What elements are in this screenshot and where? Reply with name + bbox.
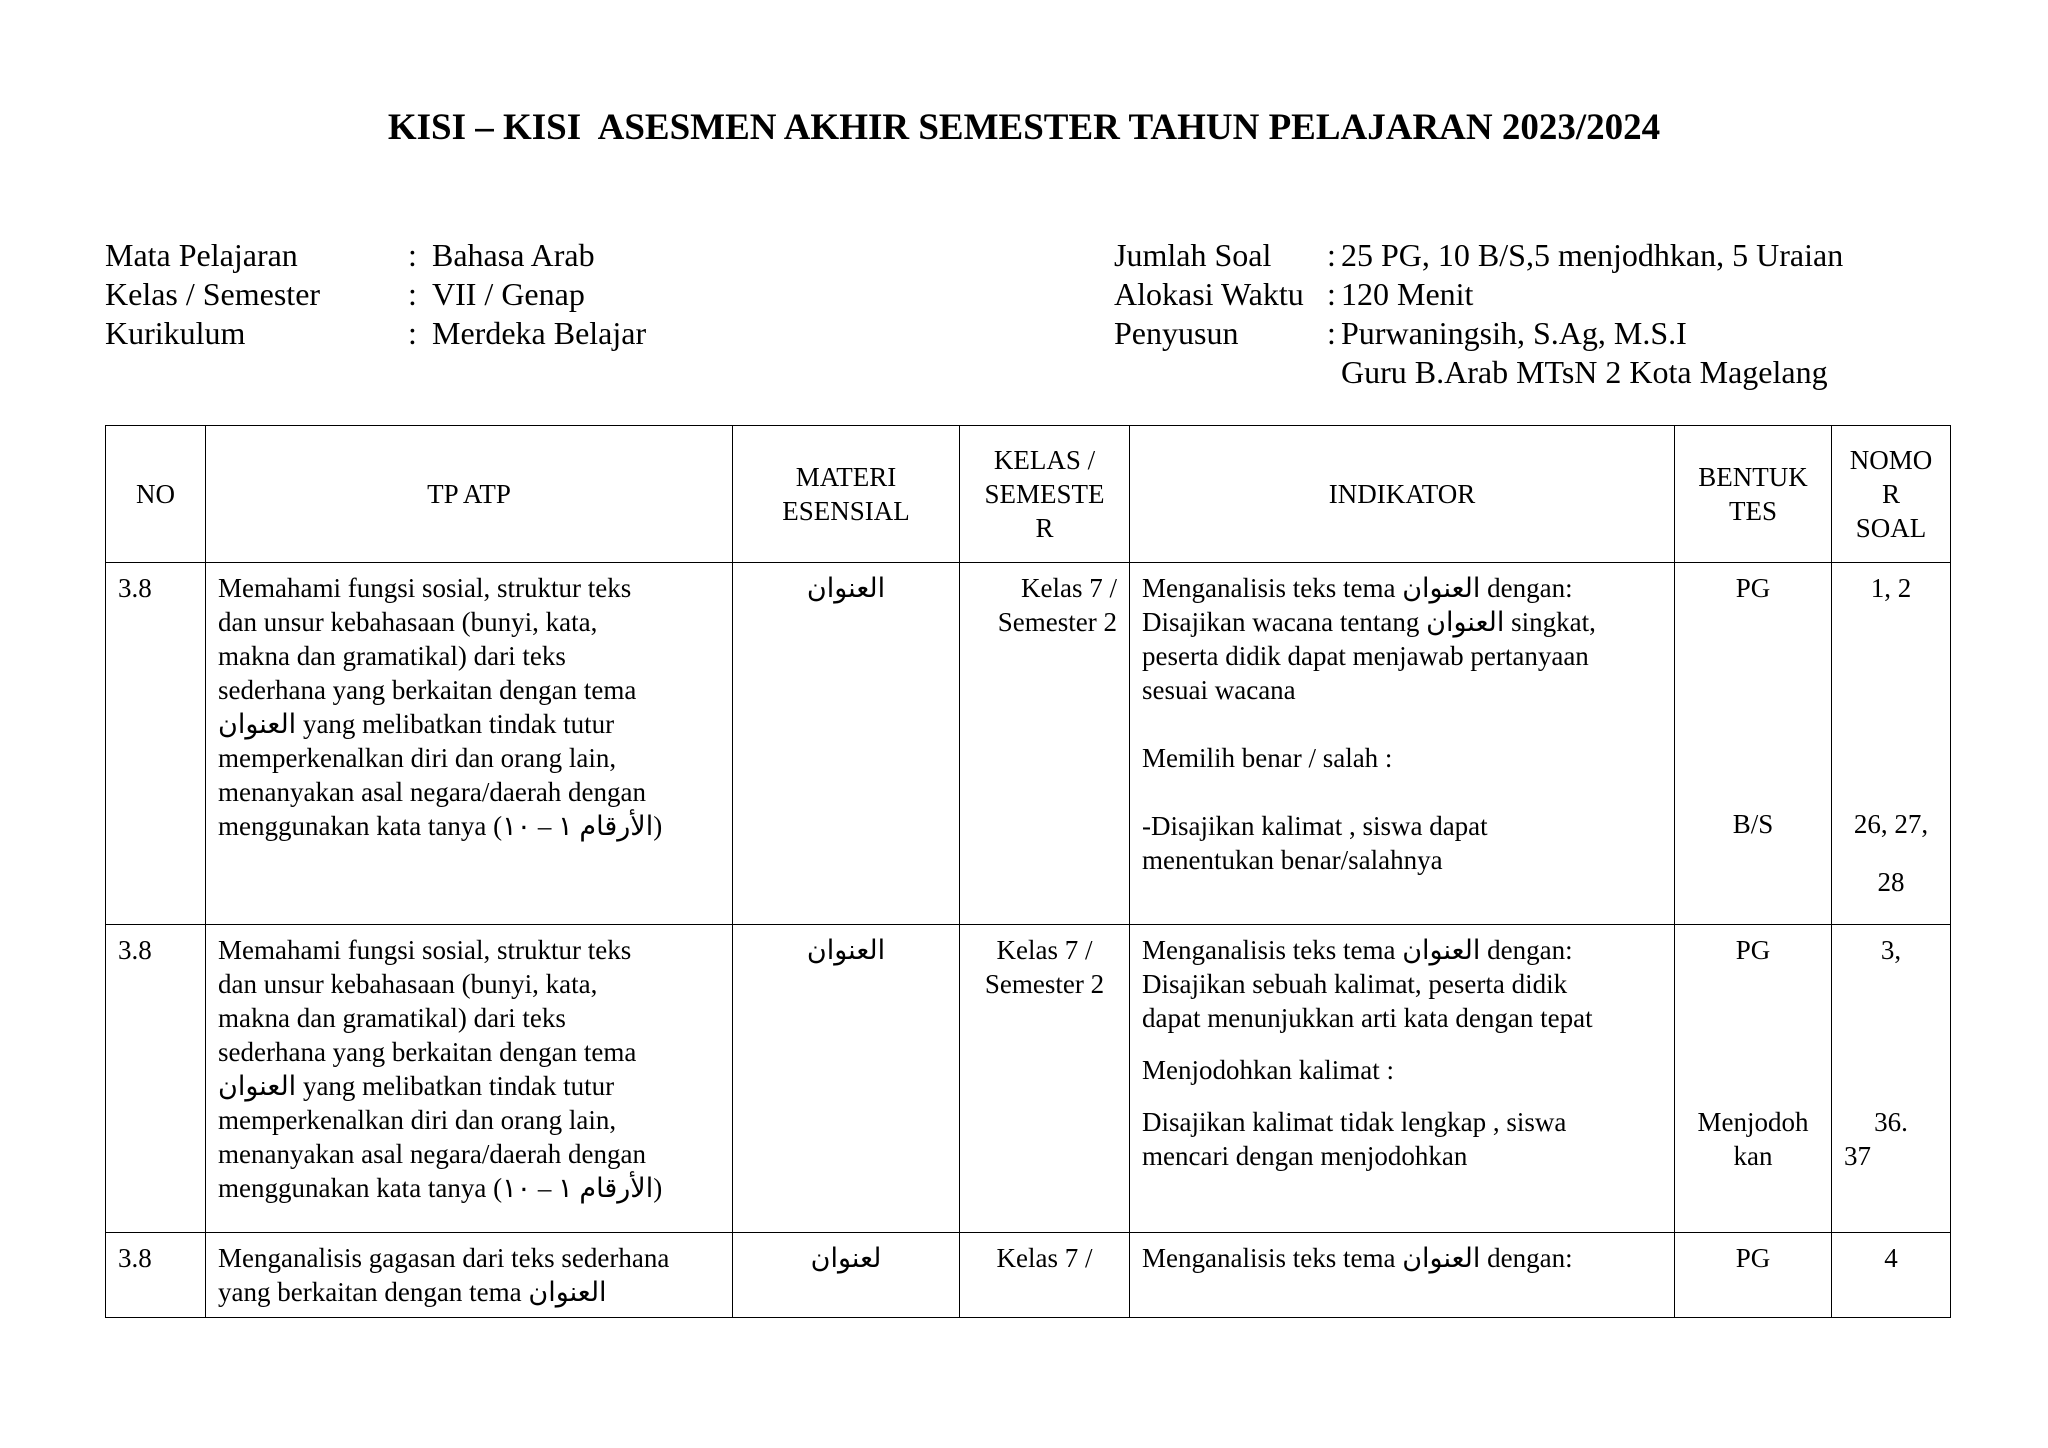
info-label: Mata Pelajaran <box>105 237 298 273</box>
tp-line: makna dan gramatikal) dari teks <box>218 1003 566 1033</box>
arabic-text: العنوان <box>528 1277 607 1307</box>
indikator-line: peserta didik dapat menjawab pertanyaan <box>1142 641 1589 671</box>
cell-nomor <box>1832 925 1951 1233</box>
indikator-text: singkat, <box>1504 607 1596 637</box>
info-value: 120 Menit <box>1341 276 1474 312</box>
bentuk-line: Menjodoh <box>1697 1107 1809 1137</box>
info-value: Merdeka Belajar <box>432 315 647 351</box>
info-row-kelas-semester <box>105 275 646 314</box>
cell-kelas <box>960 925 1130 1233</box>
cell-indikator <box>1130 563 1675 925</box>
bentuk-line: PG <box>1735 1243 1771 1273</box>
indikator-line: Disajikan kalimat tidak lengkap , siswa <box>1142 1107 1567 1137</box>
table-row <box>106 925 1951 1233</box>
header-bentuk-line: TES <box>1728 496 1777 526</box>
kelas-line: Kelas 7 / <box>996 935 1093 965</box>
spacer <box>1142 775 1662 809</box>
arabic-text: الأرقام ١ – ١٠ <box>502 1173 654 1203</box>
cell-indikator <box>1130 1233 1675 1318</box>
info-separator: : <box>408 237 417 273</box>
indikator-line <box>1142 571 1662 605</box>
bentuk-line: PG <box>1735 573 1771 603</box>
tp-text: yang berkaitan dengan tema <box>218 1277 529 1307</box>
header-tp-atp: TP ATP <box>206 426 733 563</box>
tp-line: sederhana yang berkaitan dengan tema <box>218 1037 637 1067</box>
indikator-line <box>1142 605 1662 639</box>
info-value: Guru B.Arab MTsN 2 Kota Magelang <box>1341 354 1828 390</box>
header-no: NO <box>106 426 206 563</box>
info-value: Purwaningsih, S.Ag, M.S.I <box>1341 315 1687 351</box>
info-row-penyusun-cont <box>1114 353 1843 392</box>
arabic-text: العنوان <box>218 1071 297 1101</box>
header-materi-line: ESENSIAL <box>782 496 910 526</box>
tp-line: Memahami fungsi sosial, struktur teks <box>218 935 632 965</box>
info-row-penyusun <box>1114 314 1843 353</box>
indikator-text: Menganalisis teks tema <box>1142 573 1403 603</box>
nomor-line: 36. <box>1874 1107 1908 1137</box>
header-nomor <box>1832 426 1951 563</box>
info-value: Bahasa Arab <box>432 237 595 273</box>
info-row-alokasi-waktu <box>1114 275 1843 314</box>
cell-nomor <box>1832 563 1951 925</box>
indikator-line: dapat menunjukkan arti kata dengan tepat <box>1142 1003 1593 1033</box>
spacer <box>1844 967 1938 1105</box>
cell-materi <box>733 563 960 925</box>
spacer <box>1844 841 1938 865</box>
bentuk-line: kan <box>1733 1141 1773 1171</box>
spacer <box>1687 605 1819 807</box>
indikator-text: dengan: <box>1480 573 1573 603</box>
tp-line: Menganalisis gagasan dari teks sederhana <box>218 1243 670 1273</box>
tp-line: dan unsur kebahasaan (bunyi, kata, <box>218 607 598 637</box>
indikator-text: dengan: <box>1480 935 1573 965</box>
info-separator: : <box>408 315 417 351</box>
nomor-line: 1, 2 <box>1870 573 1912 603</box>
cell-no: 3.8 <box>106 925 206 1233</box>
cell-materi <box>733 925 960 1233</box>
header-kelas-line: R <box>1035 513 1054 543</box>
info-separator: : <box>1327 276 1336 312</box>
info-row-kurikulum <box>105 314 646 353</box>
arabic-text: العنوان <box>1402 935 1481 965</box>
cell-bentuk <box>1675 1233 1832 1318</box>
spacer <box>1142 707 1662 741</box>
indikator-line: mencari dengan menjodohkan <box>1142 1141 1468 1171</box>
cell-tp-atp <box>206 563 733 925</box>
info-row-jumlah-soal <box>1114 236 1843 275</box>
indikator-text: dengan: <box>1480 1243 1573 1273</box>
info-label: Kurikulum <box>105 315 246 351</box>
indikator-line: Disajikan sebuah kalimat, peserta didik <box>1142 969 1568 999</box>
info-value: 25 PG, 10 B/S,5 menjodhkan, 5 Uraian <box>1341 237 1844 273</box>
kelas-line: Semester 2 <box>997 607 1117 637</box>
info-label: Penyusun <box>1114 315 1239 351</box>
indikator-line: -Disajikan kalimat , siswa dapat <box>1142 811 1488 841</box>
spacer <box>1844 605 1938 807</box>
tp-text: ) <box>653 811 663 841</box>
nomor-line: 4 <box>1884 1243 1898 1273</box>
cell-tp-atp <box>206 925 733 1233</box>
info-separator: : <box>1327 237 1336 273</box>
header-nomor-line: NOMO <box>1849 445 1933 475</box>
tp-line: makna dan gramatikal) dari teks <box>218 641 566 671</box>
document-title: KISI – KISI ASESMEN AKHIR SEMESTER TAHUN PELAJARAN 2023/2024 <box>387 107 1661 148</box>
indikator-line: Memilih benar / salah : <box>1142 743 1393 773</box>
tp-line: menanyakan asal negara/daerah dengan <box>218 777 647 807</box>
table-row <box>106 1233 1951 1318</box>
tp-line: menanyakan asal negara/daerah dengan <box>218 1139 647 1169</box>
header-bentuk-line: BENTUK <box>1698 462 1808 492</box>
tp-text: yang melibatkan tindak tutur <box>296 1071 615 1101</box>
header-kelas-line: KELAS / <box>993 445 1096 475</box>
cell-bentuk <box>1675 925 1832 1233</box>
cell-no: 3.8 <box>106 563 206 925</box>
arabic-text: العنوان <box>1402 573 1481 603</box>
tp-text: menggunakan kata tanya ( <box>218 1173 503 1203</box>
header-materi-line: MATERI <box>795 462 897 492</box>
header-materi <box>733 426 960 563</box>
header-kelas-line: SEMESTE <box>984 479 1105 509</box>
table-header-row <box>106 426 1951 563</box>
header-kelas <box>960 426 1130 563</box>
nomor-line: 26, 27, <box>1853 809 1929 839</box>
spacer <box>1687 967 1819 1105</box>
tp-line: dan unsur kebahasaan (bunyi, kata, <box>218 969 598 999</box>
cell-tp-atp <box>206 1233 733 1318</box>
bentuk-line: B/S <box>1732 809 1774 839</box>
indikator-text: Menganalisis teks tema <box>1142 935 1403 965</box>
spacer <box>1142 1035 1662 1053</box>
info-label: Kelas / Semester <box>105 276 321 312</box>
arabic-text: العنوان <box>218 709 297 739</box>
info-left <box>105 236 646 353</box>
header-indikator: INDIKATOR <box>1130 426 1675 563</box>
arabic-text: العنوان <box>1402 1243 1481 1273</box>
nomor-line: 28 <box>1877 867 1905 897</box>
spacer <box>1142 1087 1662 1105</box>
indikator-line: menentukan benar/salahnya <box>1142 845 1443 875</box>
info-separator: : <box>1327 315 1336 351</box>
tp-line <box>218 1069 720 1103</box>
indikator-text: Disajikan wacana tentang <box>1142 607 1427 637</box>
header-nomor-line: R <box>1881 479 1900 509</box>
kelas-line: Kelas 7 / <box>1021 573 1117 603</box>
tp-text: menggunakan kata tanya ( <box>218 811 503 841</box>
tp-line: memperkenalkan diri dan orang lain, <box>218 743 617 773</box>
cell-kelas <box>960 1233 1130 1318</box>
kelas-line: Semester 2 <box>984 969 1105 999</box>
indikator-line <box>1142 1241 1662 1275</box>
indikator-line: sesuai wacana <box>1142 675 1296 705</box>
tp-line <box>218 707 720 741</box>
cell-indikator <box>1130 925 1675 1233</box>
arabic-text: العنوان <box>806 935 886 965</box>
info-label: Alokasi Waktu <box>1114 276 1304 312</box>
bentuk-line: PG <box>1735 935 1771 965</box>
arabic-text: العنوان <box>1426 607 1505 637</box>
table-row <box>106 563 1951 925</box>
header-nomor-line: SOAL <box>1855 513 1927 543</box>
kelas-line: Kelas 7 / <box>996 1243 1093 1273</box>
info-separator: : <box>408 276 417 312</box>
cell-no: 3.8 <box>106 1233 206 1318</box>
tp-line <box>218 1275 720 1309</box>
nomor-line: 37 <box>1844 1141 1871 1171</box>
tp-line <box>218 809 720 843</box>
cell-kelas <box>960 563 1130 925</box>
tp-line: Memahami fungsi sosial, struktur teks <box>218 573 632 603</box>
indikator-line: Menjodohkan kalimat : <box>1142 1055 1394 1085</box>
tp-line: sederhana yang berkaitan dengan tema <box>218 675 637 705</box>
info-label: Jumlah Soal <box>1114 237 1272 273</box>
cell-nomor <box>1832 1233 1951 1318</box>
arabic-text: العنوان <box>806 573 886 603</box>
arabic-text: الأرقام ١ – ١٠ <box>502 811 654 841</box>
header-bentuk <box>1675 426 1832 563</box>
indikator-line <box>1142 933 1662 967</box>
indikator-text: Menganalisis teks tema <box>1142 1243 1403 1273</box>
info-row-mata-pelajaran <box>105 236 646 275</box>
tp-text: ) <box>653 1173 663 1203</box>
tp-text: yang melibatkan tindak tutur <box>296 709 615 739</box>
nomor-line: 3, <box>1880 935 1902 965</box>
tp-line <box>218 1171 720 1205</box>
cell-materi <box>733 1233 960 1318</box>
arabic-text: لعنوان <box>810 1243 882 1273</box>
info-right <box>1114 236 1843 392</box>
kisi-kisi-table <box>105 425 1951 1318</box>
info-value: VII / Genap <box>432 276 585 312</box>
tp-line: memperkenalkan diri dan orang lain, <box>218 1105 617 1135</box>
cell-bentuk <box>1675 563 1832 925</box>
